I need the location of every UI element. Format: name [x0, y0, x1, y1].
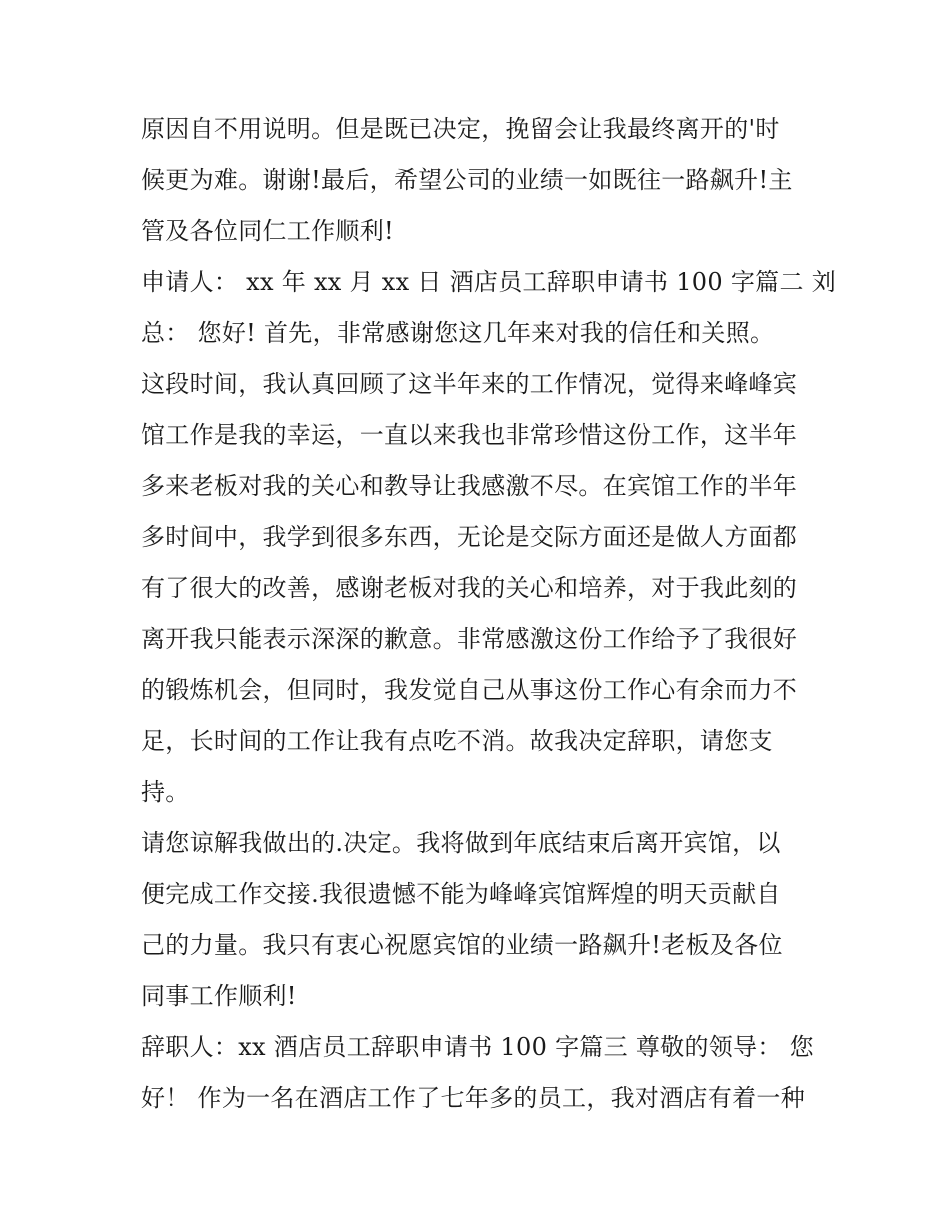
text-line: 这段时间，我认真回顾了这半年来的工作情况，觉得来峰峰宾 [141, 370, 798, 398]
text-line: 便完成工作交接.我很遗憾不能为峰峰宾馆辉煌的明天贡献自 [141, 880, 781, 908]
text-line: 好！ 作为一名在酒店工作了七年多的员工，我对酒店有着一种 [141, 1084, 806, 1112]
text-line: 有了很大的改善，感谢老板对我的关心和培养，对于我此刻的 [141, 574, 798, 602]
text-line: 候更为难。谢谢!最后，希望公司的业绩一如既往一路飙升!主 [141, 166, 793, 194]
text-line: 请您谅解我做出的.决定。我将做到年底结束后离开宾馆，以 [141, 829, 781, 857]
document-body [141, 104, 837, 1124]
text-line: 持。 [141, 778, 190, 806]
text-line: 的锻炼机会，但同时，我发觉自己从事这份工作心有余而力不 [141, 676, 798, 704]
text-line: 馆工作是我的幸运，一直以来我也非常珍惜这份工作，这半年 [141, 421, 798, 449]
text-line: 多时间中，我学到很多东西，无论是交际方面还是做人方面都 [141, 523, 798, 551]
text-line: 己的力量。我只有衷心祝愿宾馆的业绩一路飙升!老板及各位 [141, 931, 783, 959]
text-line: 管及各位同仁工作顺利! [141, 217, 394, 245]
text-line: 足，长时间的工作让我有点吃不消。故我决定辞职，请您支 [141, 727, 773, 755]
text-line: 离开我只能表示深深的歉意。非常感激这份工作给予了我很好 [141, 625, 798, 653]
text-line: 原因自不用说明。但是既已决定，挽留会让我最终离开的'时 [141, 115, 780, 143]
text-line: 辞职人：xx 酒店员工辞职申请书 100 字篇三 尊敬的领导： 您 [141, 1033, 814, 1061]
text-line: 多来老板对我的关心和教导让我感激不尽。在宾馆工作的半年 [141, 472, 798, 500]
text-line: 总： 您好! 首先，非常感谢您这几年来对我的信任和关照。 [141, 319, 775, 347]
text-line: 申请人： xx 年 xx 月 xx 日 酒店员工辞职申请书 100 字篇二 刘 [141, 268, 837, 296]
text-line: 同事工作顺利! [141, 982, 297, 1010]
